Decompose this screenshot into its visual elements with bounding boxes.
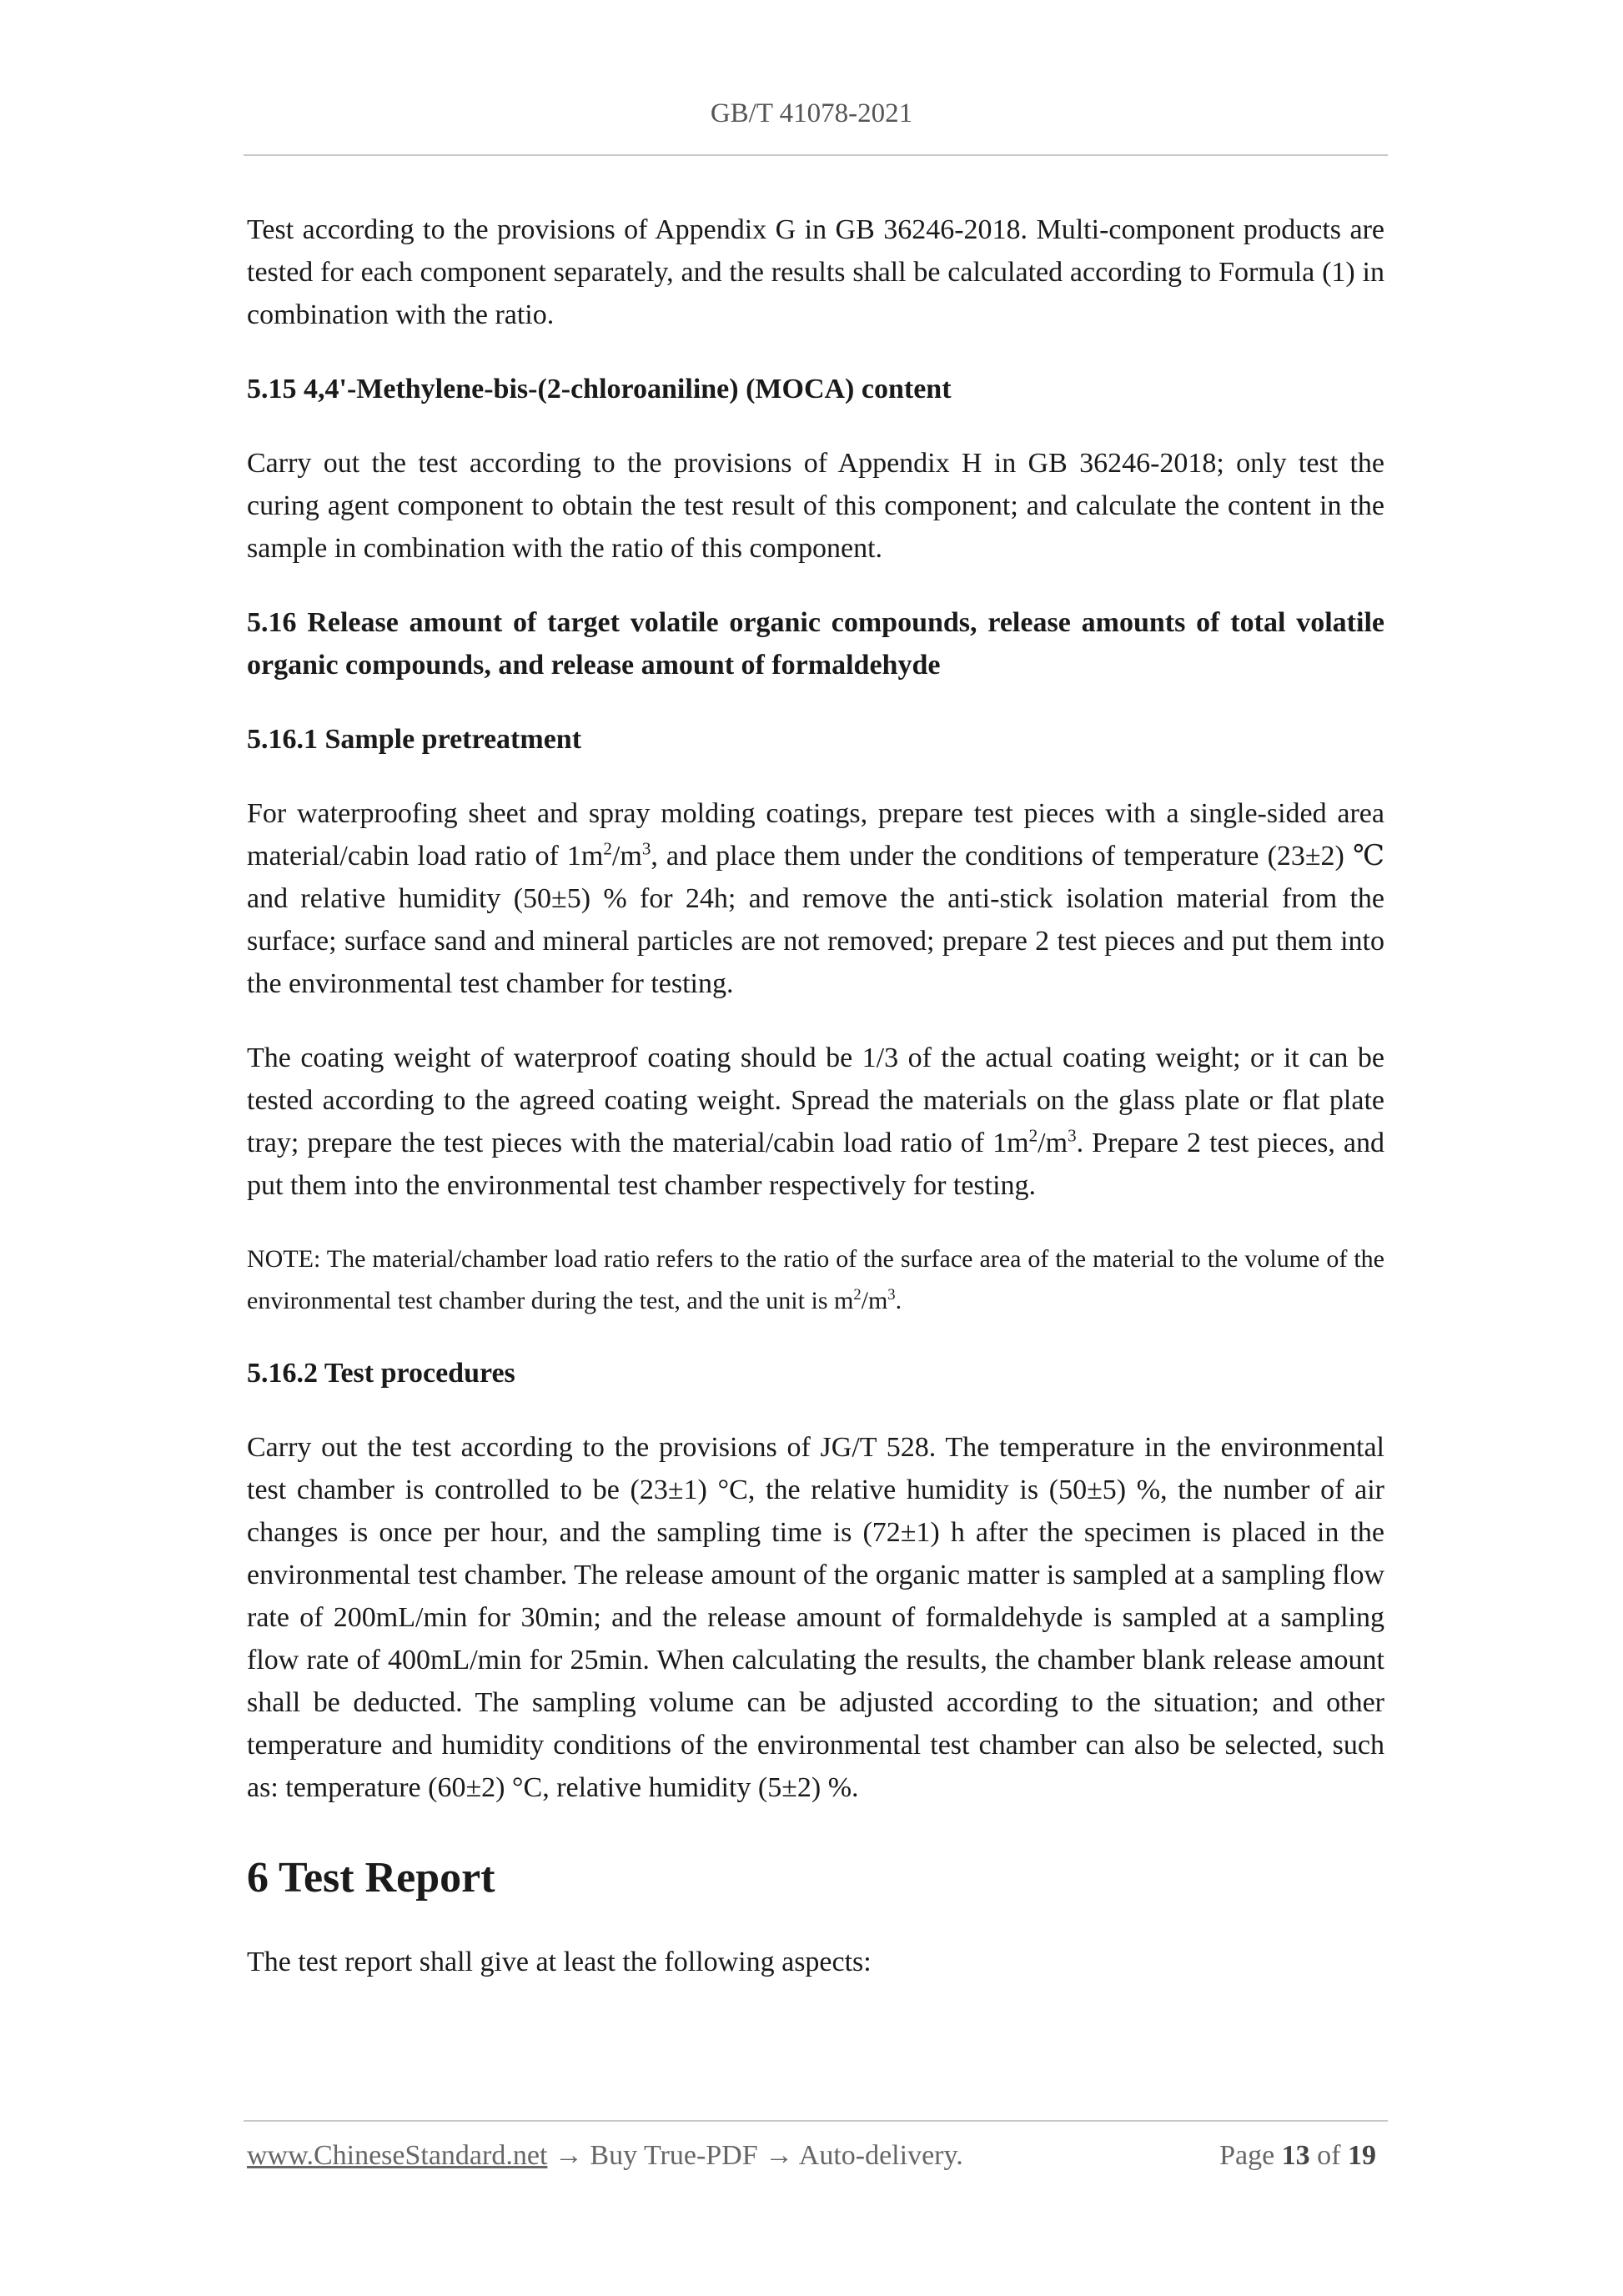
footer-promo: [247, 2140, 963, 2172]
heading-5-16: 5.16 Release amount of target volatile organic compounds, release amounts of total volatile organic compounds, and release amount of formaldehyde: [247, 607, 1384, 681]
heading-5-16-1: 5.16.1 Sample pretreatment: [247, 724, 582, 755]
page-total: 19: [1348, 2140, 1376, 2171]
header-divider: [244, 154, 1388, 156]
document-body: [247, 208, 1384, 2015]
paragraph-test-report: The test report shall give at least the following aspects:: [247, 1947, 872, 1977]
section-title-test-report: 6 Test Report: [247, 1854, 495, 1902]
footer-divider: [244, 2120, 1388, 2122]
paragraph-5-16-1-coating-pretreatment: The coating weight of waterproof coating should be 1/3 of the actual coating weight; or it can be tested according to the agreed coating weight. Spread the materials on the glass plate or flat plate tray; prepare the test pieces with the material/cabin load ratio of $1m^2/m^3$. Prepare 2 test pieces, and put them into the environmental test chamber respectively for testing.: [247, 1042, 1384, 1201]
footer-site-link[interactable]: www.ChineseStandard.net: [247, 2140, 548, 2171]
intro-paragraph: Test according to the provisions of Appendix G in GB 36246-2018. Multi-component products are tested for each component separately, and the results shall be calculated according to Formula (1) in combination with the ratio.: [247, 214, 1384, 330]
page-label: Page: [1219, 2140, 1275, 2171]
heading-5-15: 5.15 4,4'-Methylene-bis-(2-chloroaniline) (MOCA) content: [247, 374, 952, 404]
footer-promo-text: → Buy True-PDF → Auto-delivery.: [547, 2140, 963, 2171]
paragraph-5-16-2: Carry out the test according to the provisions of JG/T 528. The temperature in the environmental test chamber is controlled to be (23±1) °C, the relative humidity is (50±5) %, the number of air changes is once per hour, and the sampling time is (72±1) h after the specimen is placed in the environmental test chamber. The release amount of the organic matter is sampled at a sampling flow rate of 200mL/min for 30min; and the release amount of formaldehyde is sampled at a sampling flow rate of 400mL/min for 25min. When calculating the results, the chamber blank release amount shall be deducted. The sampling volume can be adjusted according to the situation; and other temperature and humidity conditions of the environmental test chamber can also be selected, such as: temperature (60±2) °C, relative humidity (5±2) %.: [247, 1432, 1384, 1803]
of-label: of: [1317, 2140, 1341, 2171]
page-number: [1219, 2140, 1376, 2172]
paragraph-5-16-1-sheet-pretreatment: For waterproofing sheet and spray molding coatings, prepare test pieces with a single-sided area material/cabin load ratio of $1m^2/m^3$, and place them under the conditions of temperature (23±2) ℃ and relative humidity (50±5) % for 24h; and remove the anti-stick isolation material from the surface; surface sand and mineral particles are not removed; prepare 2 test pieces and put them into the environmental test chamber for testing.: [247, 798, 1384, 999]
page-current: 13: [1281, 2140, 1310, 2171]
paragraph-5-15: Carry out the test according to the provisions of Appendix H in GB 36246-2018; only test the curing agent component to obtain the test result of this component; and calculate the content in the sample in combination with the ratio of this component.: [247, 448, 1384, 564]
page-header-standard-code: GB/T 41078-2021: [710, 98, 913, 128]
heading-5-16-2: 5.16.2 Test procedures: [247, 1358, 515, 1389]
note-load-ratio: NOTE: The material/chamber load ratio refers to the ratio of the surface area of the material to the volume of the environmental test chamber during the test, and the unit is $m^2/m^3$.: [247, 1245, 1384, 1314]
